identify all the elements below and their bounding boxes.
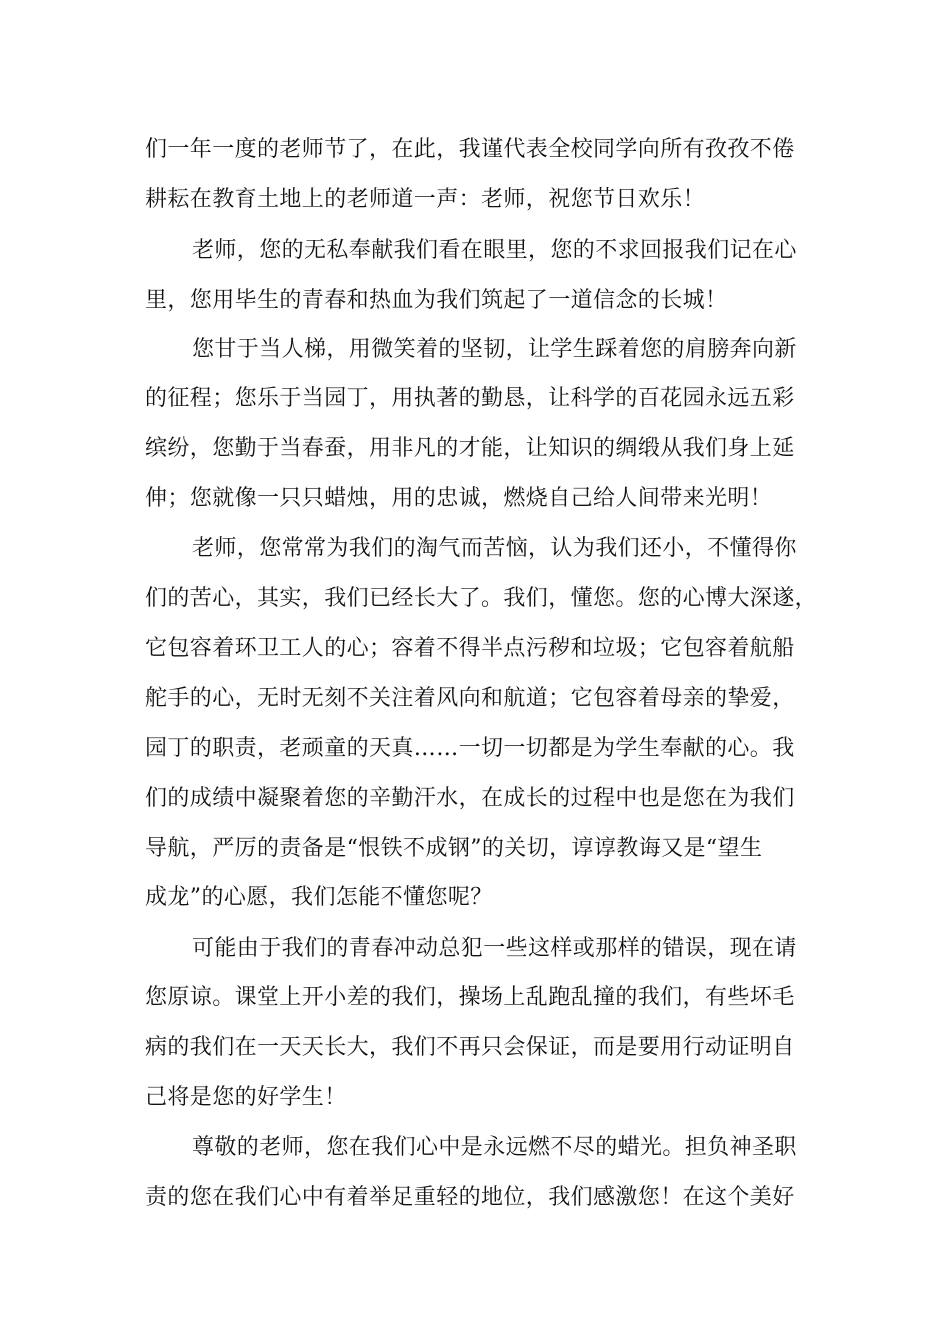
text-line: 缤纷，您勤于当春蚕，用非凡的才能，让知识的绸缎从我们身上延 bbox=[145, 436, 795, 461]
text-line: 病的我们在一天天长大，我们不再只会保证，而是要用行动证明自 bbox=[145, 1035, 795, 1060]
text-line: 责的您在我们心中有着举足重轻的地位，我们感激您！在这个美好 bbox=[145, 1185, 795, 1210]
text-line: 伸；您就像一只只蜡烛，用的忠诚，燃烧自己给人间带来光明！ bbox=[145, 486, 773, 511]
text-line: 们的苦心，其实，我们已经长大了。我们，懂您。您的心博大深遂， bbox=[145, 586, 818, 611]
text-line: 您原谅。课堂上开小差的我们，操场上乱跑乱撞的我们，有些坏毛 bbox=[145, 985, 795, 1010]
text-line: 舵手的心，无时无刻不关注着风向和航道；它包容着母亲的挚爱， bbox=[145, 686, 795, 711]
text-line: 耕耘在教育土地上的老师道一声：老师，祝您节日欢乐！ bbox=[145, 187, 706, 212]
text-line: 导航，严厉的责备是“恨铁不成钢”的关切，谆谆教诲又是“望生 bbox=[145, 836, 763, 861]
text-line: 里，您用毕生的青春和热血为我们筑起了一道信念的长城！ bbox=[145, 288, 728, 313]
paragraph-first-line: 可能由于我们的青春冲动总犯一些这样或那样的错误，现在请 bbox=[192, 936, 797, 961]
text-line: 们的成绩中凝聚着您的辛勤汗水，在成长的过程中也是您在为我们 bbox=[145, 786, 795, 811]
paragraph-first-line: 老师，您常常为我们的淘气而苦恼，认为我们还小，不懂得你 bbox=[192, 536, 797, 561]
paragraph-first-line: 尊敬的老师，您在我们心中是永远燃不尽的蜡光。担负神圣职 bbox=[192, 1135, 797, 1160]
paragraph-first-line: 老师，您的无私奉献我们看在眼里，您的不求回报我们记在心 bbox=[192, 238, 797, 263]
text-line: 们一年一度的老师节了，在此，我谨代表全校同学向所有孜孜不倦 bbox=[145, 137, 795, 162]
text-line: 成龙”的心愿，我们怎能不懂您呢？ bbox=[145, 885, 493, 910]
text-line: 它包容着环卫工人的心；容着不得半点污秽和垃圾；它包容着航船 bbox=[145, 636, 795, 661]
paragraph-first-line: 您甘于当人梯，用微笑着的坚韧，让学生踩着您的肩膀奔向新 bbox=[192, 337, 797, 362]
text-line: 的征程；您乐于当园丁，用执著的勤恳，让科学的百花园永远五彩 bbox=[145, 386, 795, 411]
text-line: 己将是您的好学生！ bbox=[145, 1085, 347, 1110]
text-line: 园丁的职责，老顽童的天真……一切一切都是为学生奉献的心。我 bbox=[145, 736, 795, 761]
